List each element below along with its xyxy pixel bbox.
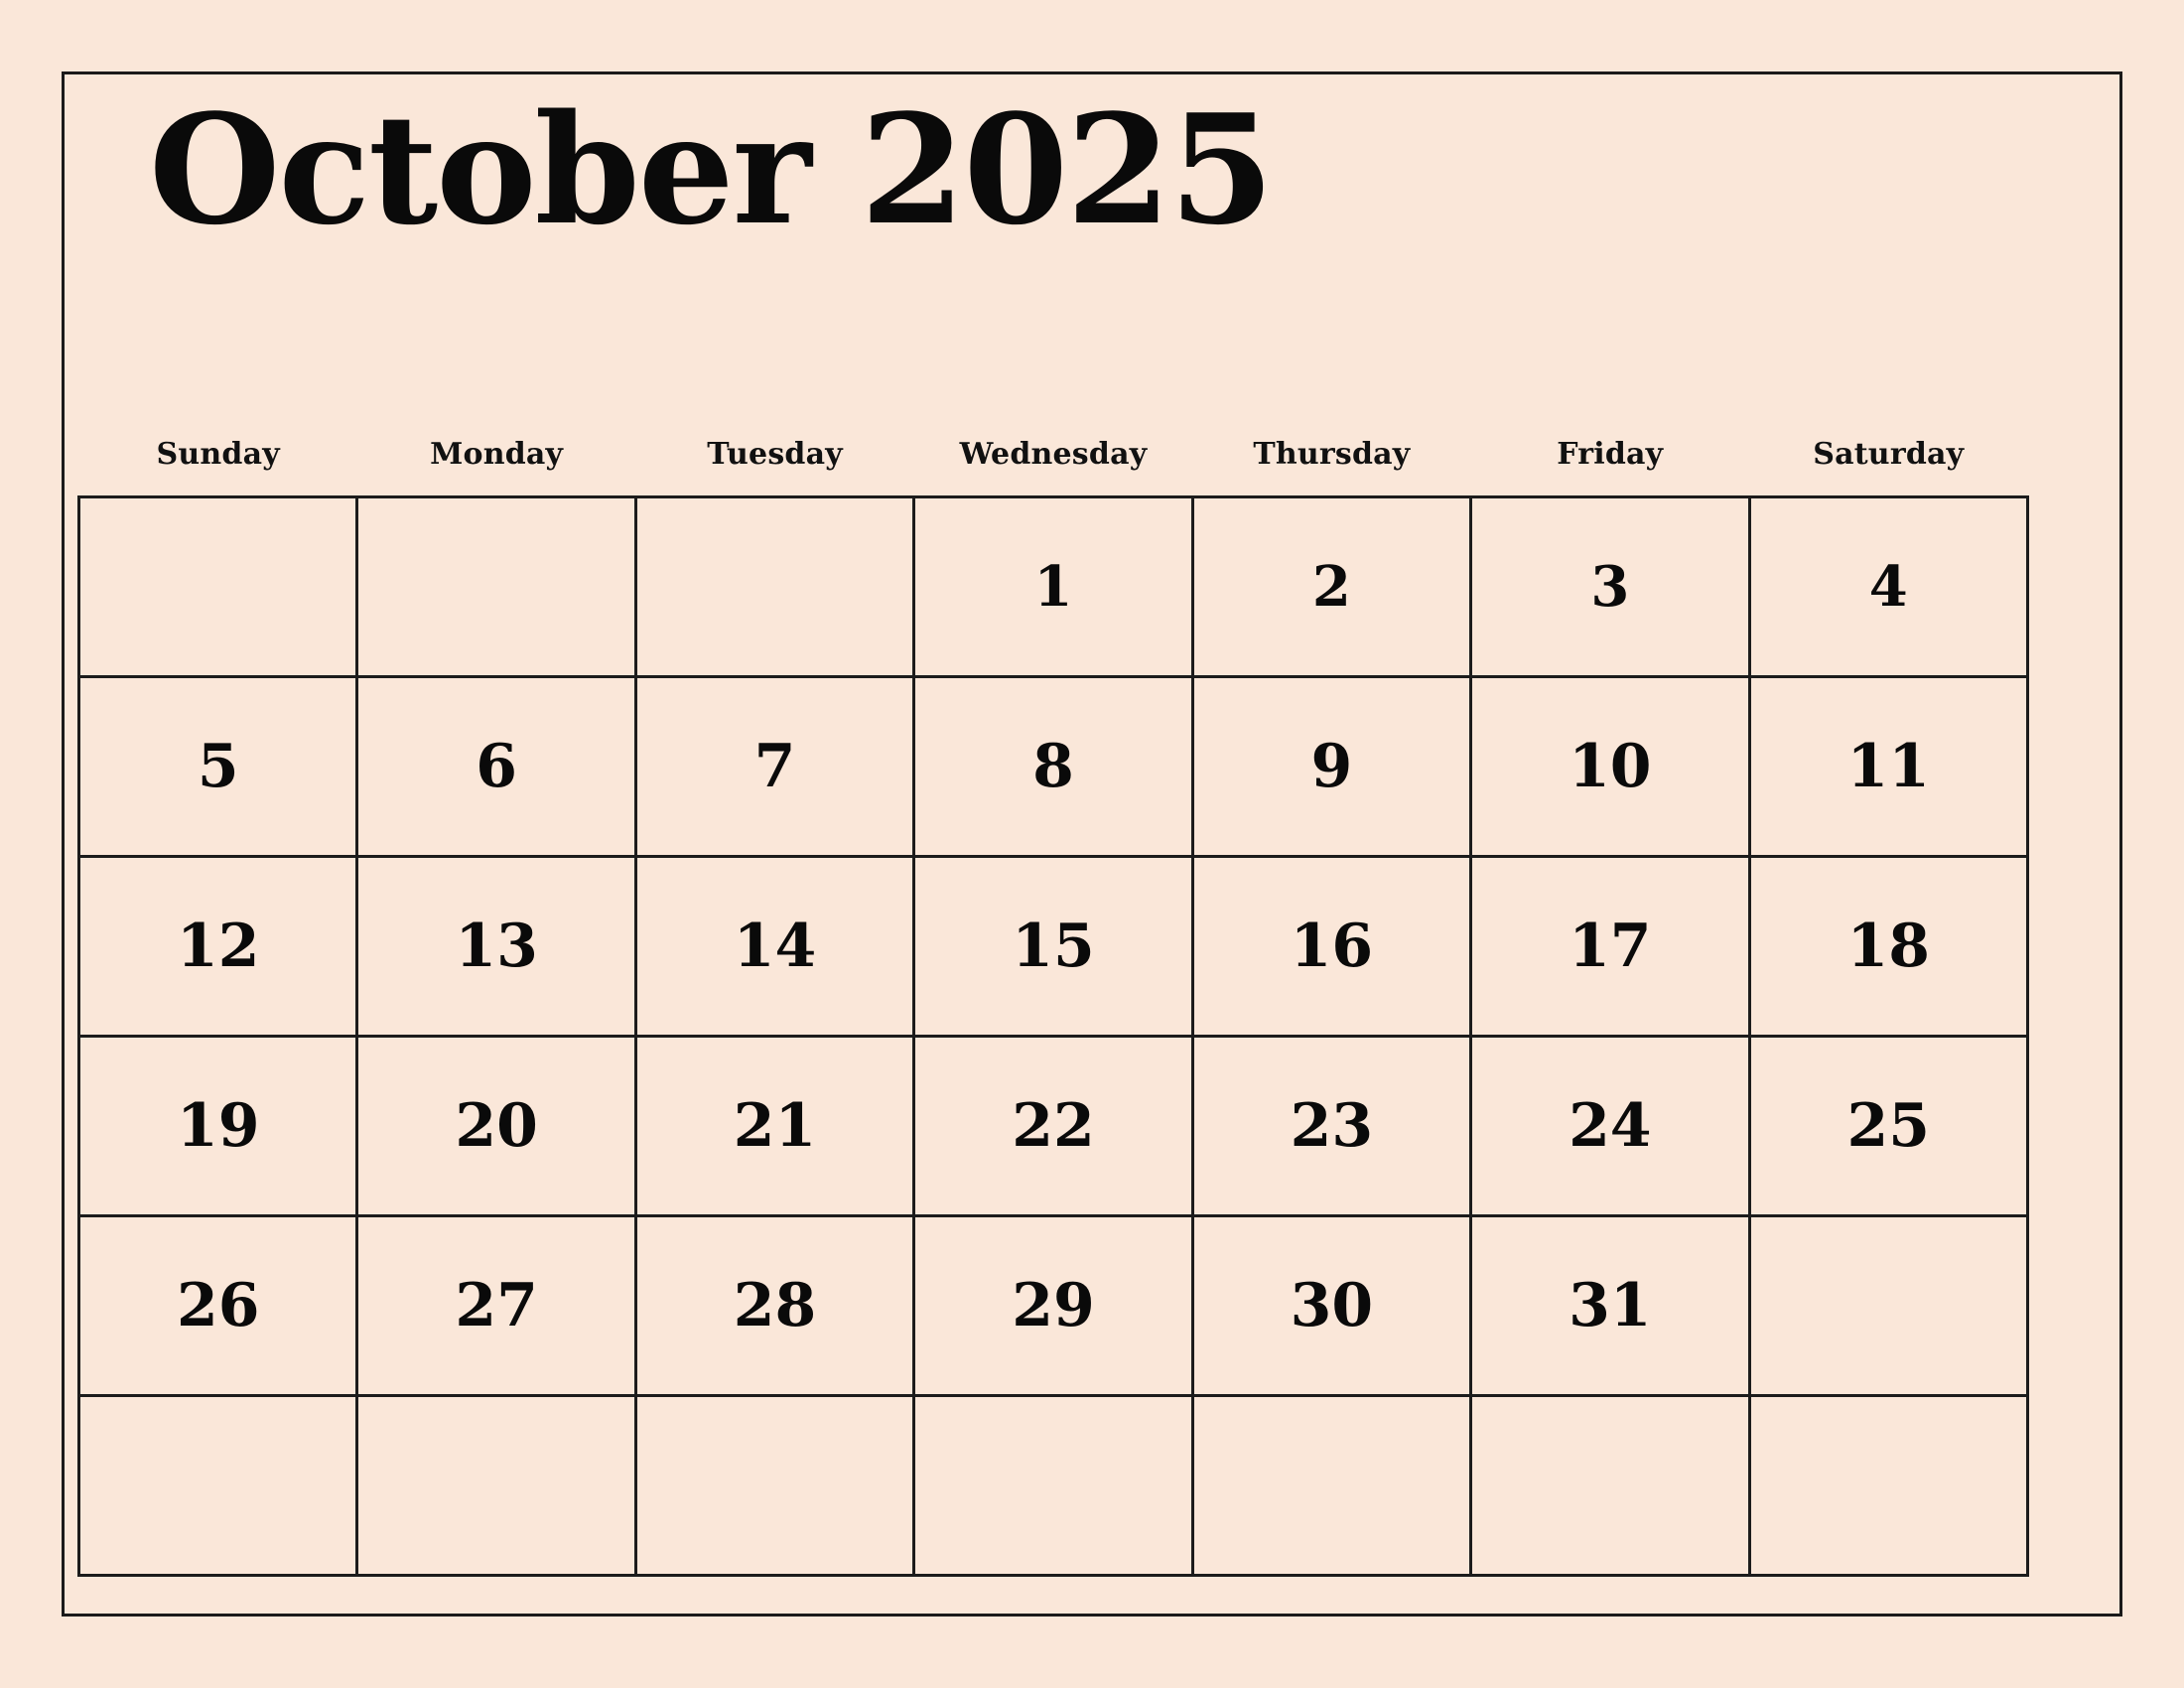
- day-cell[interactable]: [1192, 1216, 1470, 1396]
- day-number: 18: [1846, 912, 1931, 981]
- day-number: 5: [197, 732, 239, 801]
- day-cell[interactable]: [1471, 1037, 1749, 1216]
- weekday-header-monday: Monday: [430, 437, 564, 472]
- day-cell[interactable]: [914, 677, 1192, 857]
- day-number: 6: [476, 732, 517, 801]
- day-cell[interactable]: [79, 1396, 357, 1576]
- day-number: 11: [1846, 732, 1931, 801]
- day-number: 30: [1290, 1271, 1374, 1340]
- calendar-body: [79, 497, 2028, 1576]
- calendar-table: [77, 437, 2029, 1577]
- day-cell[interactable]: [1192, 1396, 1470, 1576]
- day-cell[interactable]: [79, 857, 357, 1037]
- day-cell[interactable]: [357, 1037, 635, 1216]
- day-cell[interactable]: [79, 497, 357, 677]
- day-number: 26: [176, 1271, 260, 1340]
- day-number: 7: [753, 732, 796, 801]
- day-cell[interactable]: [79, 1037, 357, 1216]
- day-cell[interactable]: [357, 857, 635, 1037]
- day-cell[interactable]: [1192, 497, 1470, 677]
- day-cell[interactable]: [914, 1216, 1192, 1396]
- day-number: 8: [1032, 732, 1074, 801]
- day-number: 28: [733, 1271, 817, 1340]
- day-cell[interactable]: [1471, 1396, 1749, 1576]
- day-number: 22: [1012, 1091, 1095, 1161]
- day-cell[interactable]: [1192, 1037, 1470, 1216]
- weekday-header-sunday: Sunday: [156, 437, 280, 472]
- day-number: 16: [1290, 912, 1374, 981]
- calendar-week-row: [79, 677, 2028, 857]
- day-cell[interactable]: [357, 677, 635, 857]
- day-number: 29: [1012, 1271, 1095, 1340]
- day-cell[interactable]: [635, 857, 913, 1037]
- day-cell[interactable]: [357, 1216, 635, 1396]
- day-cell[interactable]: [1471, 1216, 1749, 1396]
- day-number: 27: [455, 1271, 538, 1340]
- page-title: October 2025: [149, 80, 1273, 258]
- day-cell[interactable]: [357, 497, 635, 677]
- day-number: 21: [733, 1091, 817, 1161]
- calendar-week-row: [79, 857, 2028, 1037]
- weekday-header-wednesday: Wednesday: [959, 437, 1148, 472]
- day-number: 2: [1311, 554, 1351, 620]
- day-cell[interactable]: [1749, 1216, 2027, 1396]
- day-cell[interactable]: [1471, 857, 1749, 1037]
- day-number: 25: [1846, 1091, 1931, 1161]
- weekday-header-tuesday: Tuesday: [707, 437, 843, 472]
- day-number: 15: [1012, 912, 1095, 981]
- day-number: 9: [1310, 732, 1353, 801]
- day-cell[interactable]: [1749, 1037, 2027, 1216]
- weekday-header-thursday: Thursday: [1253, 437, 1411, 472]
- day-number: 10: [1569, 732, 1652, 801]
- day-cell[interactable]: [635, 1037, 913, 1216]
- day-cell[interactable]: [357, 1396, 635, 1576]
- day-cell[interactable]: [1471, 677, 1749, 857]
- day-number: 20: [455, 1091, 538, 1161]
- day-number: 24: [1569, 1091, 1652, 1161]
- day-number: 31: [1569, 1271, 1652, 1340]
- day-cell[interactable]: [1749, 857, 2027, 1037]
- day-cell[interactable]: [635, 1216, 913, 1396]
- day-cell[interactable]: [914, 1037, 1192, 1216]
- day-number: 17: [1569, 912, 1652, 981]
- calendar-week-row: [79, 1396, 2028, 1576]
- weekday-header-saturday: Saturday: [1813, 437, 1965, 472]
- day-cell[interactable]: [79, 677, 357, 857]
- day-cell[interactable]: [79, 1216, 357, 1396]
- day-number: 4: [1868, 554, 1908, 620]
- day-number: 14: [733, 912, 817, 981]
- day-cell[interactable]: [635, 677, 913, 857]
- calendar-grid: [77, 437, 2029, 1577]
- day-number: 19: [176, 1091, 260, 1161]
- day-cell[interactable]: [914, 497, 1192, 677]
- day-cell[interactable]: [1471, 497, 1749, 677]
- calendar-header-row: [79, 437, 2028, 497]
- day-cell[interactable]: [1749, 677, 2027, 857]
- day-number: 3: [1590, 554, 1630, 620]
- day-cell[interactable]: [635, 497, 913, 677]
- day-cell[interactable]: [914, 857, 1192, 1037]
- day-number: 13: [455, 912, 538, 981]
- calendar-week-row: [79, 497, 2028, 677]
- day-number: 12: [176, 912, 260, 981]
- weekday-header-friday: Friday: [1557, 437, 1664, 472]
- calendar-week-row: [79, 1216, 2028, 1396]
- day-cell[interactable]: [1749, 497, 2027, 677]
- day-cell[interactable]: [1192, 857, 1470, 1037]
- day-cell[interactable]: [1192, 677, 1470, 857]
- day-number: 1: [1033, 554, 1073, 620]
- day-cell[interactable]: [914, 1396, 1192, 1576]
- day-number: 23: [1290, 1091, 1374, 1161]
- calendar-week-row: [79, 1037, 2028, 1216]
- day-cell[interactable]: [635, 1396, 913, 1576]
- day-cell[interactable]: [1749, 1396, 2027, 1576]
